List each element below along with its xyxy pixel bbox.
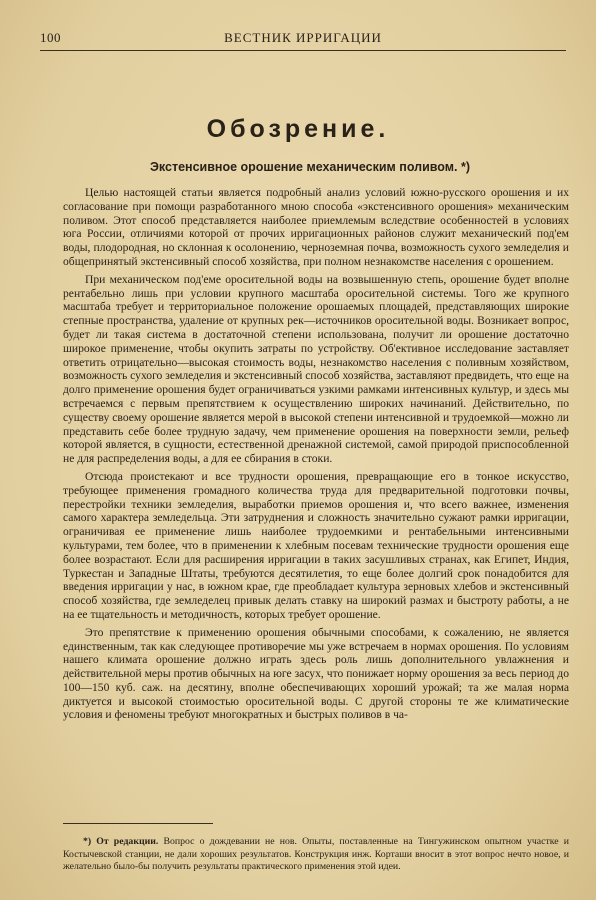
paragraph: При механическом под'еме оросительной воды на возвышенную степь, орошение будет вполне рентабельно лишь при условии крупного масштаба оросительной системы. Того же крупного масштаба требует и территориальное положение орошаемых площадей, представляющих широкие степные пространства, удаление от крупных рек—источников оросительной воды. Возникает вопрос, будет ли такая система в достаточной степени использована, получит ли орошение достаточно широкое применение, чтобы окупить затраты по устройству. Об'ективное исследование заставляет ответить отрицательно—высокая стоимость воды, незнакомство населения с поливным хозяйством, возможность сухого земледелия и экстенсивный способ хозяйства, заставляют предвидеть, что еще на долго применение орошения будет ограничиваться узкими рамками интенсивных культур, и здесь мы встречаемся с первым препятствием к осуществлению широких начинаний. Действительно, по существу своему орошение является мерой в высокой степени интенсивной и трудоемкой—можно ли представить себе более трудную задачу, чем применение орошения на поверхности земли, рельеф которой является, в сущности, естественной дренажной системой, самой природой приспособленной не для распределения воды, а для ее сбирания в стоки. — [63, 272, 570, 466]
section-title: Обозрение. — [206, 115, 390, 143]
journal-title: ВЕСТНИК ИРРИГАЦИИ — [224, 30, 382, 45]
page-header — [40, 30, 566, 46]
header-rule — [40, 50, 566, 51]
article-subtitle: Экстенсивное орошение механическим поливом. *) — [150, 160, 470, 174]
page-number: 100 — [40, 30, 61, 45]
footnote-text: Вопрос о дождевании не нов. Опыты, поставленные на Тингужинском опытном участке и Костычевской станции, не дали хороших результатов. Конструкция инж. Корташи вносит в этот вопрос нечто новое, и желательно было-бы получить результаты практического применения этой идеи. — [63, 836, 569, 872]
paragraph: Отсюда проистекают и все трудности орошения, превращающие его в тонкое искусство, требующее применения громадного количества труда для предварительной подготовки почвы, перестройки техники земледелия, выработки приемов орошения и, что всего важнее, изменения самого характера земледельца. Эти затруднения и сложность значительно сужают рамки ирригации, ограничивая ее применение лишь наиболее трудоемкими и рентабельными интенсивными культурами, тем более, что в применении к хлебным посевам технические трудности орошения еще более возрастают. Если для расширения ирригации в таких засушливых странах, как Египет, Индия, Туркестан и Западные Штаты, требуются десятилетия, то еще более долгий срок понадобится для введения ирригации у нас, в южном крае, где преобладает культура зерновых хлебов и экстенсивный способ хозяйства, где земледелец привык делать ставку на широкий размах и быстроту работы, а не на ее тщательность и методичность, которых требует орошение. — [63, 469, 569, 621]
paragraph: Целью настоящей статьи является подробный анализ условий южно-русского орошения и их согласование при помощи разработанного мною способа «экстенсивного орошения» механическим поливом. Этот способ представляется наиболее приемлемым вследствие особенностей в условиях юга России, отличиями которой от прочих ирригационных районов служит механический под'ем воды, плодородная, но склонная к осолонению, черноземная почва, возможность сухого земледелия и общепринятый экстенсивный способ хозяйства, при полном незнакомстве населения с орошением. — [63, 186, 569, 268]
footnote-lead: *) От редакции. — [83, 836, 159, 847]
article-body — [63, 186, 569, 726]
paragraph: Это препятствие к применению орошения обычными способами, к сожалению, не является единственным, так как следующее противоречие мы уже встречаем в нормах орошения. По условиям нашего климата орошение должно играть здесь роль лишь дополнительного увлажнения и действительной меры против обычных на юге засух, что понижает норму орошения за весь период до 100—150 куб. саж. на десятину, вполне обеспечивающих хороший урожай; та же малая норма диктуется и высокой стоимостью оросительной воды. С другой стороны те же климатические условия и феномены требуют многократных и быстрых поливов в ча- — [63, 625, 569, 722]
footnote — [63, 836, 569, 874]
footnote-rule — [63, 823, 213, 824]
